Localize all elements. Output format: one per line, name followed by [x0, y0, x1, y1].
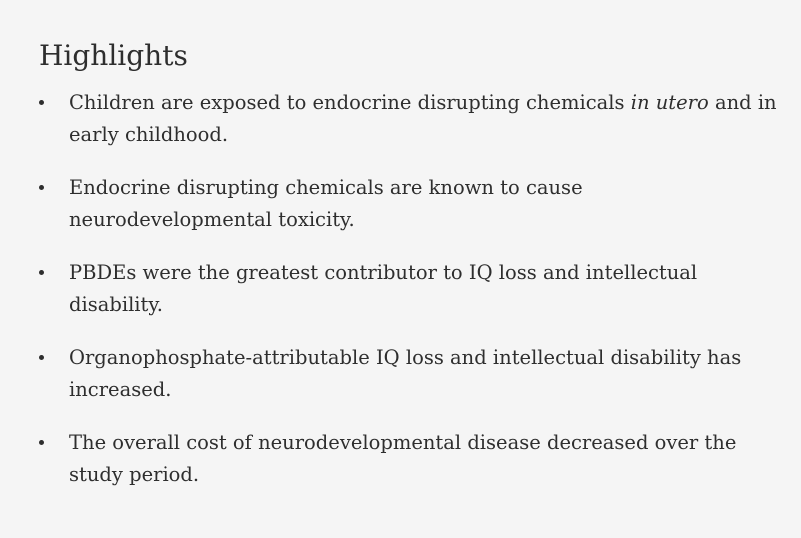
list-item-text	[69, 91, 777, 146]
bullet-icon	[39, 355, 44, 360]
text-segment: and in early childhood.	[69, 91, 777, 146]
highlights-section	[39, 37, 787, 512]
list-item	[39, 87, 787, 151]
highlights-list	[39, 87, 787, 491]
list-item	[39, 172, 787, 236]
list-item	[39, 427, 787, 491]
list-item-text: Organophosphate-attributable IQ loss and intellectual disability has increased.	[69, 346, 742, 401]
list-item-text: Endocrine disrupting chemicals are known to cause neurodevelopmental toxicity.	[69, 176, 583, 231]
italic-term: in utero	[630, 91, 709, 114]
bullet-icon	[39, 440, 44, 445]
bullet-icon	[39, 100, 44, 105]
list-item	[39, 257, 787, 321]
section-title: Highlights	[39, 39, 188, 72]
bullet-icon	[39, 270, 44, 275]
list-item-text: PBDEs were the greatest contributor to IQ loss and intellectual disability.	[69, 261, 698, 316]
text-segment: Children are exposed to endocrine disrupting chemicals	[69, 91, 631, 114]
list-item	[39, 342, 787, 406]
list-item-text: The overall cost of neurodevelopmental disease decreased over the study period.	[69, 431, 737, 486]
bullet-icon	[39, 185, 44, 190]
